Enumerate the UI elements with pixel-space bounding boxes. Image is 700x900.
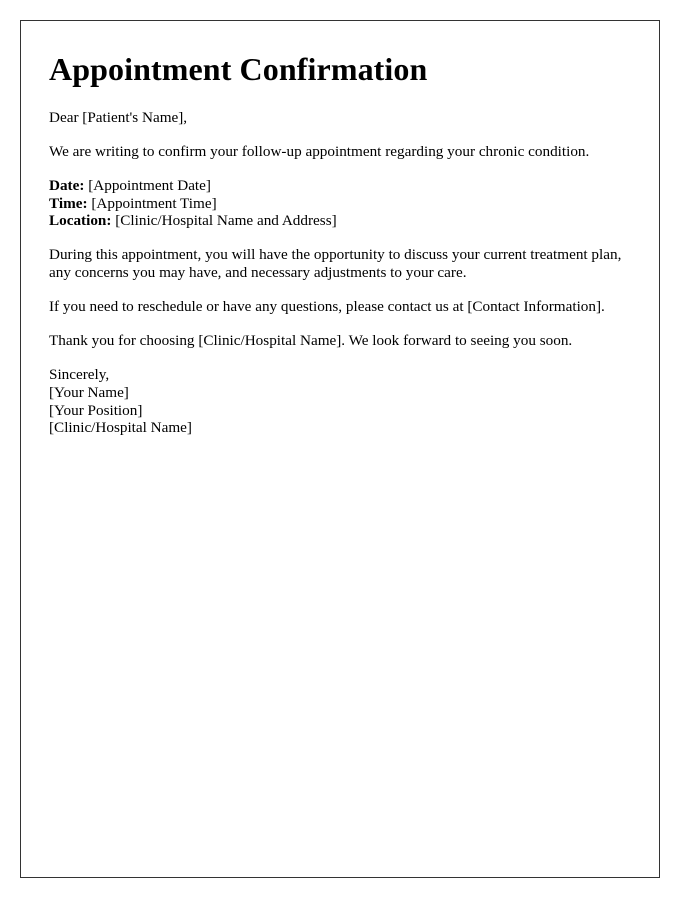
contact-paragraph: If you need to reschedule or have any questions, please contact us at [Contact Information]. <box>49 298 605 316</box>
signer-name: [Your Name] <box>49 383 129 401</box>
date-label: Date: <box>49 177 85 195</box>
time-value: [Appointment Time] <box>87 194 217 212</box>
date-line <box>49 177 639 195</box>
time-label: Time: <box>49 194 88 212</box>
closing: Sincerely, <box>49 366 110 384</box>
letter-title: Appointment Confirmation <box>49 51 428 87</box>
appointment-details <box>49 177 639 230</box>
signer-organization: [Clinic/Hospital Name] <box>49 419 192 437</box>
location-value: [Clinic/Hospital Name and Address] <box>111 212 337 230</box>
salutation: Dear [Patient's Name], <box>49 109 188 126</box>
letter-page <box>20 20 660 878</box>
thanks-paragraph: Thank you for choosing [Clinic/Hospital Name]. We look forward to seeing you soon. <box>49 332 573 350</box>
location-label: Location: <box>49 212 112 230</box>
signer-position: [Your Position] <box>49 401 143 419</box>
letter-content <box>49 49 639 453</box>
signature-block <box>49 366 639 436</box>
date-value: [Appointment Date] <box>84 177 211 195</box>
intro-paragraph: We are writing to confirm your follow-up appointment regarding your chronic condition. <box>49 143 590 161</box>
discussion-paragraph: During this appointment, you will have the opportunity to discuss your current treatment plan, any concerns you may have, and necessary adjustments to your care. <box>49 246 622 282</box>
location-line <box>49 212 639 230</box>
time-line <box>49 195 639 213</box>
